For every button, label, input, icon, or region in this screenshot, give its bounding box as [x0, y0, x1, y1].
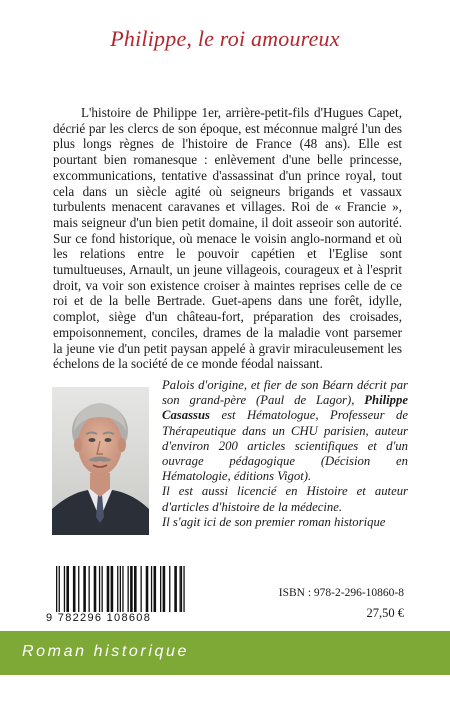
barcode-bar [134, 566, 137, 612]
barcode-bar [64, 566, 65, 612]
barcode-bar [83, 566, 86, 612]
barcode-bar [120, 566, 121, 618]
barcode-bar [160, 566, 161, 612]
barcode-bar [102, 566, 103, 612]
barcode-bar [56, 566, 57, 618]
book-title: Philippe, le roi amoureux [110, 26, 340, 51]
bio-first-novel-line: Il s'agit ici de son premier roman historique [162, 514, 386, 529]
barcode-bar [128, 566, 129, 612]
collection-label: Roman historique [22, 643, 189, 660]
barcode-bar [130, 566, 133, 612]
barcode-number: 9 782296 108608 [46, 612, 211, 624]
bio-paragraph [162, 378, 408, 484]
barcode-bar [122, 566, 123, 618]
barcode-bar [154, 566, 157, 612]
barcode-bar [181, 566, 182, 618]
barcode-bar [169, 566, 170, 612]
barcode-bar [163, 566, 166, 612]
bio-details: est Hématologue, Professeur de Thérapeutique dans un CHU parisien, auteur d'environ 200 articles scientifiques et d'un ouvrage pédagogique (Décision en Hématologie, éditions Vigot). [162, 408, 408, 484]
barcode-bar [183, 566, 184, 618]
author-name: Philippe Casassus [162, 393, 408, 423]
barcode-bar [73, 566, 76, 612]
bio-history-line: Il est aussi licencié en Histoire et auteur d'articles d'histoire de la médecine. [162, 484, 408, 514]
barcode-bar [146, 566, 149, 612]
barcode-bar [66, 566, 69, 612]
barcode-bar [107, 566, 110, 612]
barcode-bar [180, 566, 181, 612]
bio-intro: Palois d'origine, et fier de son Béarn décrit par son grand-père (Paul de Lagor), [162, 378, 408, 408]
barcode-bar [111, 566, 114, 612]
barcode-bar [151, 566, 152, 612]
barcode-bar [117, 566, 118, 612]
author-biography [162, 378, 408, 530]
collection-band [0, 631, 450, 675]
price: 27,50 € [366, 606, 404, 620]
book-summary: L'histoire de Philippe 1er, arrière-petit-fils d'Hugues Capet, décrié par les clercs de son époque, est méconnue malgré l'un des plus longs règnes de l'histoire de France (48 ans). Elle est pourtant bien romanesque : enlèvement d'une belle princesse, excommunications, tentative d'assassinat d'un prince royal, tout cela dans un siècle agité où seigneurs brigands et vassaux turbulents menacent caravanes et villages. Roi de « Francie », mais seigneur d'un bien petit domaine, il doit asseoir son autorité. Sur ce fond historique, où menace le voisin anglo-normand et où les relations entre le pouvoir capétien et l'Eglise sont tumultueuses, Arnault, un jeune villageois, courageux et à l'esprit droit, va voir son existence croiser à maintes reprises celle de ce roi et de la belle Bertrade. Guet-apens dans une forêt, idylle, complot, siège d'un château-fort, préparation des croisades, empoisonnement, conciles, drames de la maladie vont parsemer la jeune vie d'un petit paysan appelé à gravir miraculeusement les échelons de la société de ce monde féodal naissant. [53, 105, 402, 372]
barcode-bar [59, 566, 60, 618]
barcode-bar [99, 566, 100, 612]
barcode-bar [89, 566, 90, 612]
barcode-bar [94, 566, 97, 612]
barcode-bar [141, 566, 142, 612]
barcode-bar [78, 566, 79, 612]
isbn: ISBN : 978-2-296-10860-8 [278, 587, 404, 599]
barcode-bar [174, 566, 177, 612]
author-photo [52, 387, 149, 535]
